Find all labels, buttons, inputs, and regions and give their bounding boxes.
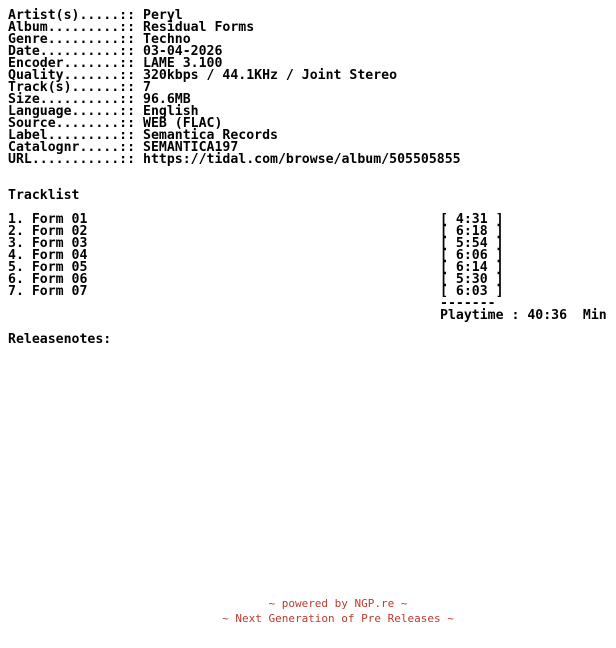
info-key: Size..........:: (8, 92, 143, 107)
info-key: Label.........:: (8, 128, 143, 143)
track-title: 4. Form 04 (8, 248, 88, 263)
track-row (8, 274, 607, 286)
info-key: Artist(s).....:: (8, 8, 143, 23)
info-value: LAME 3.100 (143, 56, 223, 71)
track-time: [ 5:54 ] (440, 236, 504, 251)
track-row (8, 262, 607, 274)
track-time: [ 6:06 ] (440, 248, 504, 263)
total-separator: ------- (440, 296, 496, 311)
info-key: Encoder.......:: (8, 56, 143, 71)
track-row (8, 226, 607, 238)
info-value: WEB (FLAC) (143, 116, 223, 131)
info-value: 7 (143, 80, 151, 95)
info-url: https://tidal.com/browse/album/505505855 (143, 152, 461, 167)
info-key: Catalognr.....:: (8, 140, 143, 155)
playtime: Playtime : 40:36 Min (440, 308, 607, 323)
nfo-text (8, 10, 607, 346)
track-row (8, 250, 607, 262)
tracklist-heading: Tracklist (8, 188, 80, 203)
track-title: 5. Form 05 (8, 260, 88, 275)
info-row-url (8, 154, 607, 166)
info-key: Date..........:: (8, 44, 143, 59)
track-row (8, 214, 607, 226)
info-value: SEMANTICA197 (143, 140, 239, 155)
info-value: Peryl (143, 8, 183, 23)
info-value: 96.6MB (143, 92, 191, 107)
info-key: Genre.........:: (8, 32, 143, 47)
track-title: 2. Form 02 (8, 224, 88, 239)
footer-powered-by: ~ powered by NGP.re ~ (268, 597, 408, 610)
info-key: Source........:: (8, 116, 143, 131)
track-title: 3. Form 03 (8, 236, 88, 251)
track-time: [ 6:03 ] (440, 284, 504, 299)
info-key: Language......:: (8, 104, 143, 119)
playtime-row (8, 310, 607, 322)
info-value: Residual Forms (143, 20, 255, 35)
info-value: Techno (143, 32, 191, 47)
track-title: 6. Form 06 (8, 272, 88, 287)
footer-tagline: ~ Next Generation of Pre Releases ~ (222, 612, 454, 625)
track-time: [ 6:14 ] (440, 260, 504, 275)
track-row (8, 238, 607, 250)
info-key: Album.........:: (8, 20, 143, 35)
info-value: 03-04-2026 (143, 44, 223, 59)
info-key: URL...........:: (8, 152, 143, 167)
info-key: Quality.......:: (8, 68, 143, 83)
track-title: 7. Form 07 (8, 284, 88, 299)
info-value: Semantica Records (143, 128, 278, 143)
track-time: [ 5:30 ] (440, 272, 504, 287)
info-value: English (143, 104, 199, 119)
track-title: 1. Form 01 (8, 212, 88, 227)
info-key: Track(s)......:: (8, 80, 143, 95)
info-value: 320kbps / 44.1KHz / Joint Stereo (143, 68, 398, 83)
track-time: [ 6:18 ] (440, 224, 504, 239)
releasenotes-heading: Releasenotes: (8, 332, 112, 347)
track-time: [ 4:31 ] (440, 212, 504, 227)
track-row (8, 286, 607, 298)
